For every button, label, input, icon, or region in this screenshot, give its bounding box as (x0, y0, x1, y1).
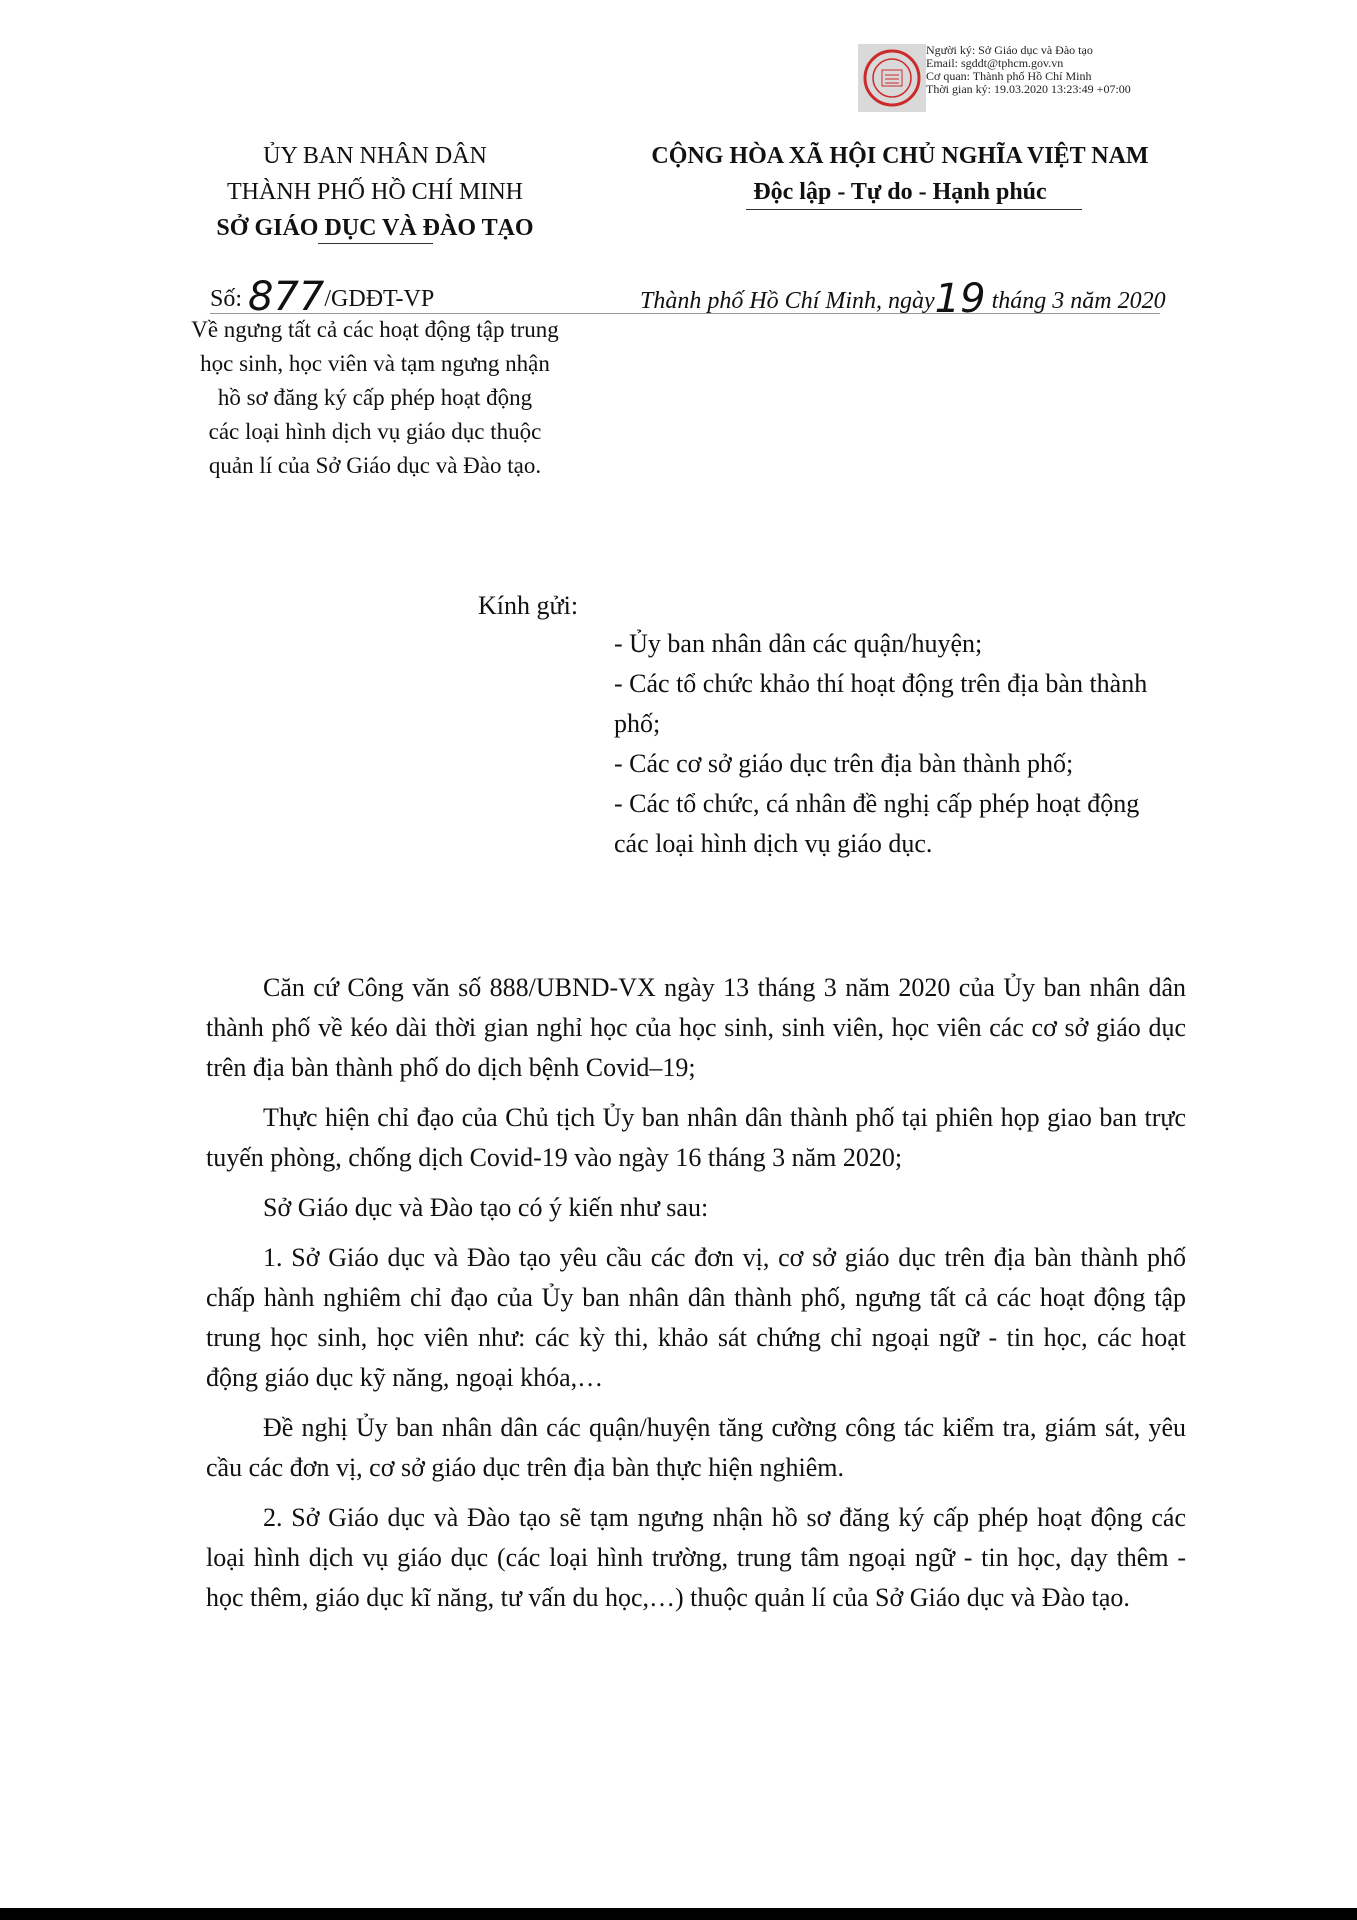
subject-line: các loại hình dịch vụ giáo dục thuộc (208, 419, 542, 444)
recipient-item: - Ủy ban nhân dân các quận/huyện; (614, 629, 983, 658)
subject-line: học sinh, học viên và tạm ngưng nhận (200, 351, 550, 376)
number-handwritten: 877 (248, 274, 325, 320)
org-line-1: ỦY BAN NHÂN DÂN (263, 143, 487, 169)
national-motto: Độc lập - Tự do - Hạnh phúc (753, 179, 1047, 205)
subject-line: hồ sơ đăng ký cấp phép hoạt động (217, 385, 533, 410)
date-suffix: tháng 3 năm 2020 (985, 288, 1166, 314)
recipient-item: - Các tổ chức, cá nhân đề nghị cấp phép hoạt động các loại hình dịch vụ giáo dục. (614, 789, 1140, 858)
document-number (210, 274, 610, 320)
red-seal-icon (862, 48, 922, 108)
org-line-2: THÀNH PHỐ HỒ CHÍ MINH (227, 179, 523, 205)
nation-name: CỘNG HÒA XÃ HỘI CHỦ NGHĨA VIỆT NAM (651, 143, 1149, 169)
org-underline (318, 243, 433, 244)
document-date (640, 276, 1180, 322)
signature-agency: Cơ quan: Thành phố Hồ Chí Minh (926, 69, 1092, 83)
number-suffix: /GDĐT-VP (324, 286, 435, 312)
document-body (206, 968, 1186, 1628)
body-paragraph: Căn cứ Công văn số 888/UBND-VX ngày 13 tháng 3 năm 2020 của Ủy ban nhân dân thành phố về kéo dài thời gian nghỉ học của học sinh, sinh viên, học viên các cơ sở giáo dục trên địa bàn thành phố do dịch bệnh Covid–19; (206, 973, 1186, 1082)
recipients-label: Kính gửi: (478, 591, 579, 620)
recipient-item: - Các tổ chức khảo thí hoạt động trên địa bàn thành phố; (614, 669, 1148, 738)
recipient-item: - Các cơ sở giáo dục trên địa bàn thành phố; (614, 749, 1074, 778)
body-paragraph: 1. Sở Giáo dục và Đào tạo yêu cầu các đơn vị, cơ sở giáo dục trên địa bàn thành phố chấp hành nghiêm chỉ đạo của Ủy ban nhân dân thành phố, ngưng tất cả các hoạt động tập trung học sinh, học viên như: các kỳ thi, khảo sát chứng chỉ ngoại ngữ - tin học, các hoạt động giáo dục kỹ năng, ngoại khóa,… (206, 1243, 1186, 1392)
scan-bottom-edge (0, 1908, 1357, 1920)
seal-image (858, 44, 926, 112)
org-line-3: SỞ GIÁO DỤC VÀ ĐÀO TẠO (216, 215, 534, 241)
date-prefix: Thành phố Hồ Chí Minh, ngày (640, 288, 935, 314)
body-paragraph: Thực hiện chỉ đạo của Chủ tịch Ủy ban nhân dân thành phố tại phiên họp giao ban trực tuyến phòng, chống dịch Covid-19 vào ngày 16 tháng 3 năm 2020; (206, 1103, 1186, 1172)
signature-email: Email: sgddt@tphcm.gov.vn (926, 56, 1064, 70)
body-paragraph: Đề nghị Ủy ban nhân dân các quận/huyện tăng cường công tác kiểm tra, giám sát, yêu cầu các đơn vị, cơ sở giáo dục trên địa bàn thực hiện nghiêm. (206, 1413, 1186, 1482)
issuing-organization (170, 138, 580, 246)
subject-line: Về ngưng tất cả các hoạt động tập trung (191, 317, 559, 342)
body-paragraph: 2. Sở Giáo dục và Đào tạo sẽ tạm ngưng nhận hồ sơ đăng ký cấp phép hoạt động các loại hình dịch vụ giáo dục (các loại hình trường, trung tâm ngoại ngữ - tin học, dạy thêm - học thêm, giáo dục kĩ năng, tư vấn du học,…) thuộc quản lí của Sở Giáo dục và Đào tạo. (206, 1503, 1186, 1612)
signature-time: Thời gian ký: 19.03.2020 13:23:49 +07:00 (926, 82, 1131, 96)
document-subject (150, 313, 600, 483)
body-paragraph: Sở Giáo dục và Đào tạo có ý kiến như sau: (263, 1193, 709, 1222)
digital-signature-info (926, 44, 1206, 96)
recipients-list (614, 624, 1174, 864)
subject-line: quản lí của Sở Giáo dục và Đào tạo. (208, 453, 542, 478)
date-day-handwritten: 19 (934, 276, 986, 322)
national-title (630, 138, 1170, 210)
motto-underline (746, 209, 1082, 210)
number-prefix: Số: (210, 286, 249, 312)
signature-signer: Người ký: Sở Giáo dục và Đào tạo (926, 43, 1093, 57)
